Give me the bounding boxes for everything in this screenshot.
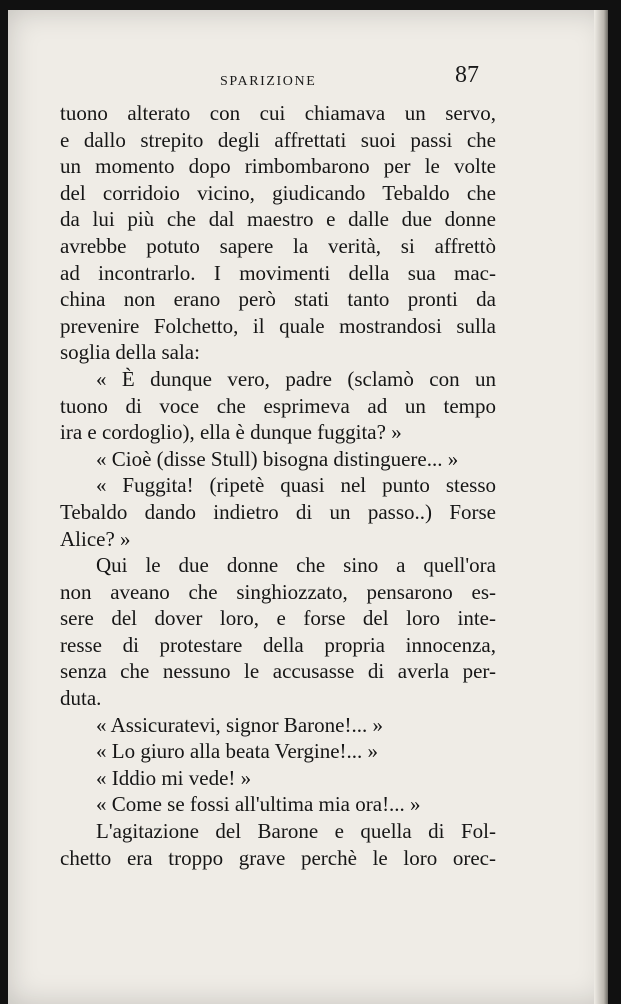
text-line: china non erano però stati tanto pronti da <box>60 287 496 312</box>
running-title: SPARIZIONE <box>220 74 317 89</box>
page-header <box>8 62 568 102</box>
text-line: un momento dopo rimbombarono per le volte <box>60 154 496 179</box>
text-line: ira e cordoglio), ella è dunque fuggita? » <box>60 420 402 445</box>
text-line: Qui le due donne che sino a quell'ora <box>96 553 496 578</box>
text-line: « Assicuratevi, signor Barone!... » <box>96 712 383 737</box>
text-line: « Come se fossi all'ultima mia ora!... » <box>96 792 421 817</box>
text-line: e dallo strepito degli affrettati suoi passi che <box>60 127 496 152</box>
text-line: tuono di voce che esprimeva ad un tempo <box>60 393 496 418</box>
page-spine-shadow <box>594 10 608 1004</box>
text-line: senza che nessuno le accusasse di averla per- <box>60 659 496 684</box>
book-page <box>8 10 608 1004</box>
text-line: non aveano che singhiozzato, pensarono es- <box>60 579 496 604</box>
text-line: « Iddio mi vede! » <box>96 765 252 790</box>
text-line: tuono alterato con cui chiamava un servo, <box>60 101 496 125</box>
text-line: « Fuggita! (ripetè quasi nel punto stesso <box>96 473 496 498</box>
page-number: 87 <box>455 62 479 88</box>
text-line: « Lo giuro alla beata Vergine!... » <box>96 739 379 764</box>
text-line: « È dunque vero, padre (sclamò con un <box>96 366 496 391</box>
text-line: Alice? » <box>60 526 131 551</box>
text-line: da lui più che dal maestro e dalle due donne <box>60 207 496 232</box>
text-line: ad incontrarlo. I movimenti della sua mac- <box>60 260 496 285</box>
body-text <box>60 100 496 871</box>
text-line: soglia della sala: <box>60 340 200 365</box>
text-line: del corridoio vicino, giudicando Tebaldo che <box>60 180 496 205</box>
text-line: duta. <box>60 686 102 711</box>
text-line: L'agitazione del Barone e quella di Fol- <box>96 819 496 844</box>
text-line: avrebbe potuto sapere la verità, si affrettò <box>60 233 496 258</box>
text-line: chetto era troppo grave perchè le loro orec- <box>60 845 496 870</box>
text-line: « Cioè (disse Stull) bisogna distinguere... » <box>96 446 459 471</box>
text-line: sere del dover loro, e forse del loro inte- <box>60 606 496 631</box>
text-line: prevenire Folchetto, il quale mostrandosi sulla <box>60 313 496 338</box>
text-line: Tebaldo dando indietro di un passo..) Forse <box>60 499 496 524</box>
text-line: resse di protestare della propria innocenza, <box>60 632 496 657</box>
